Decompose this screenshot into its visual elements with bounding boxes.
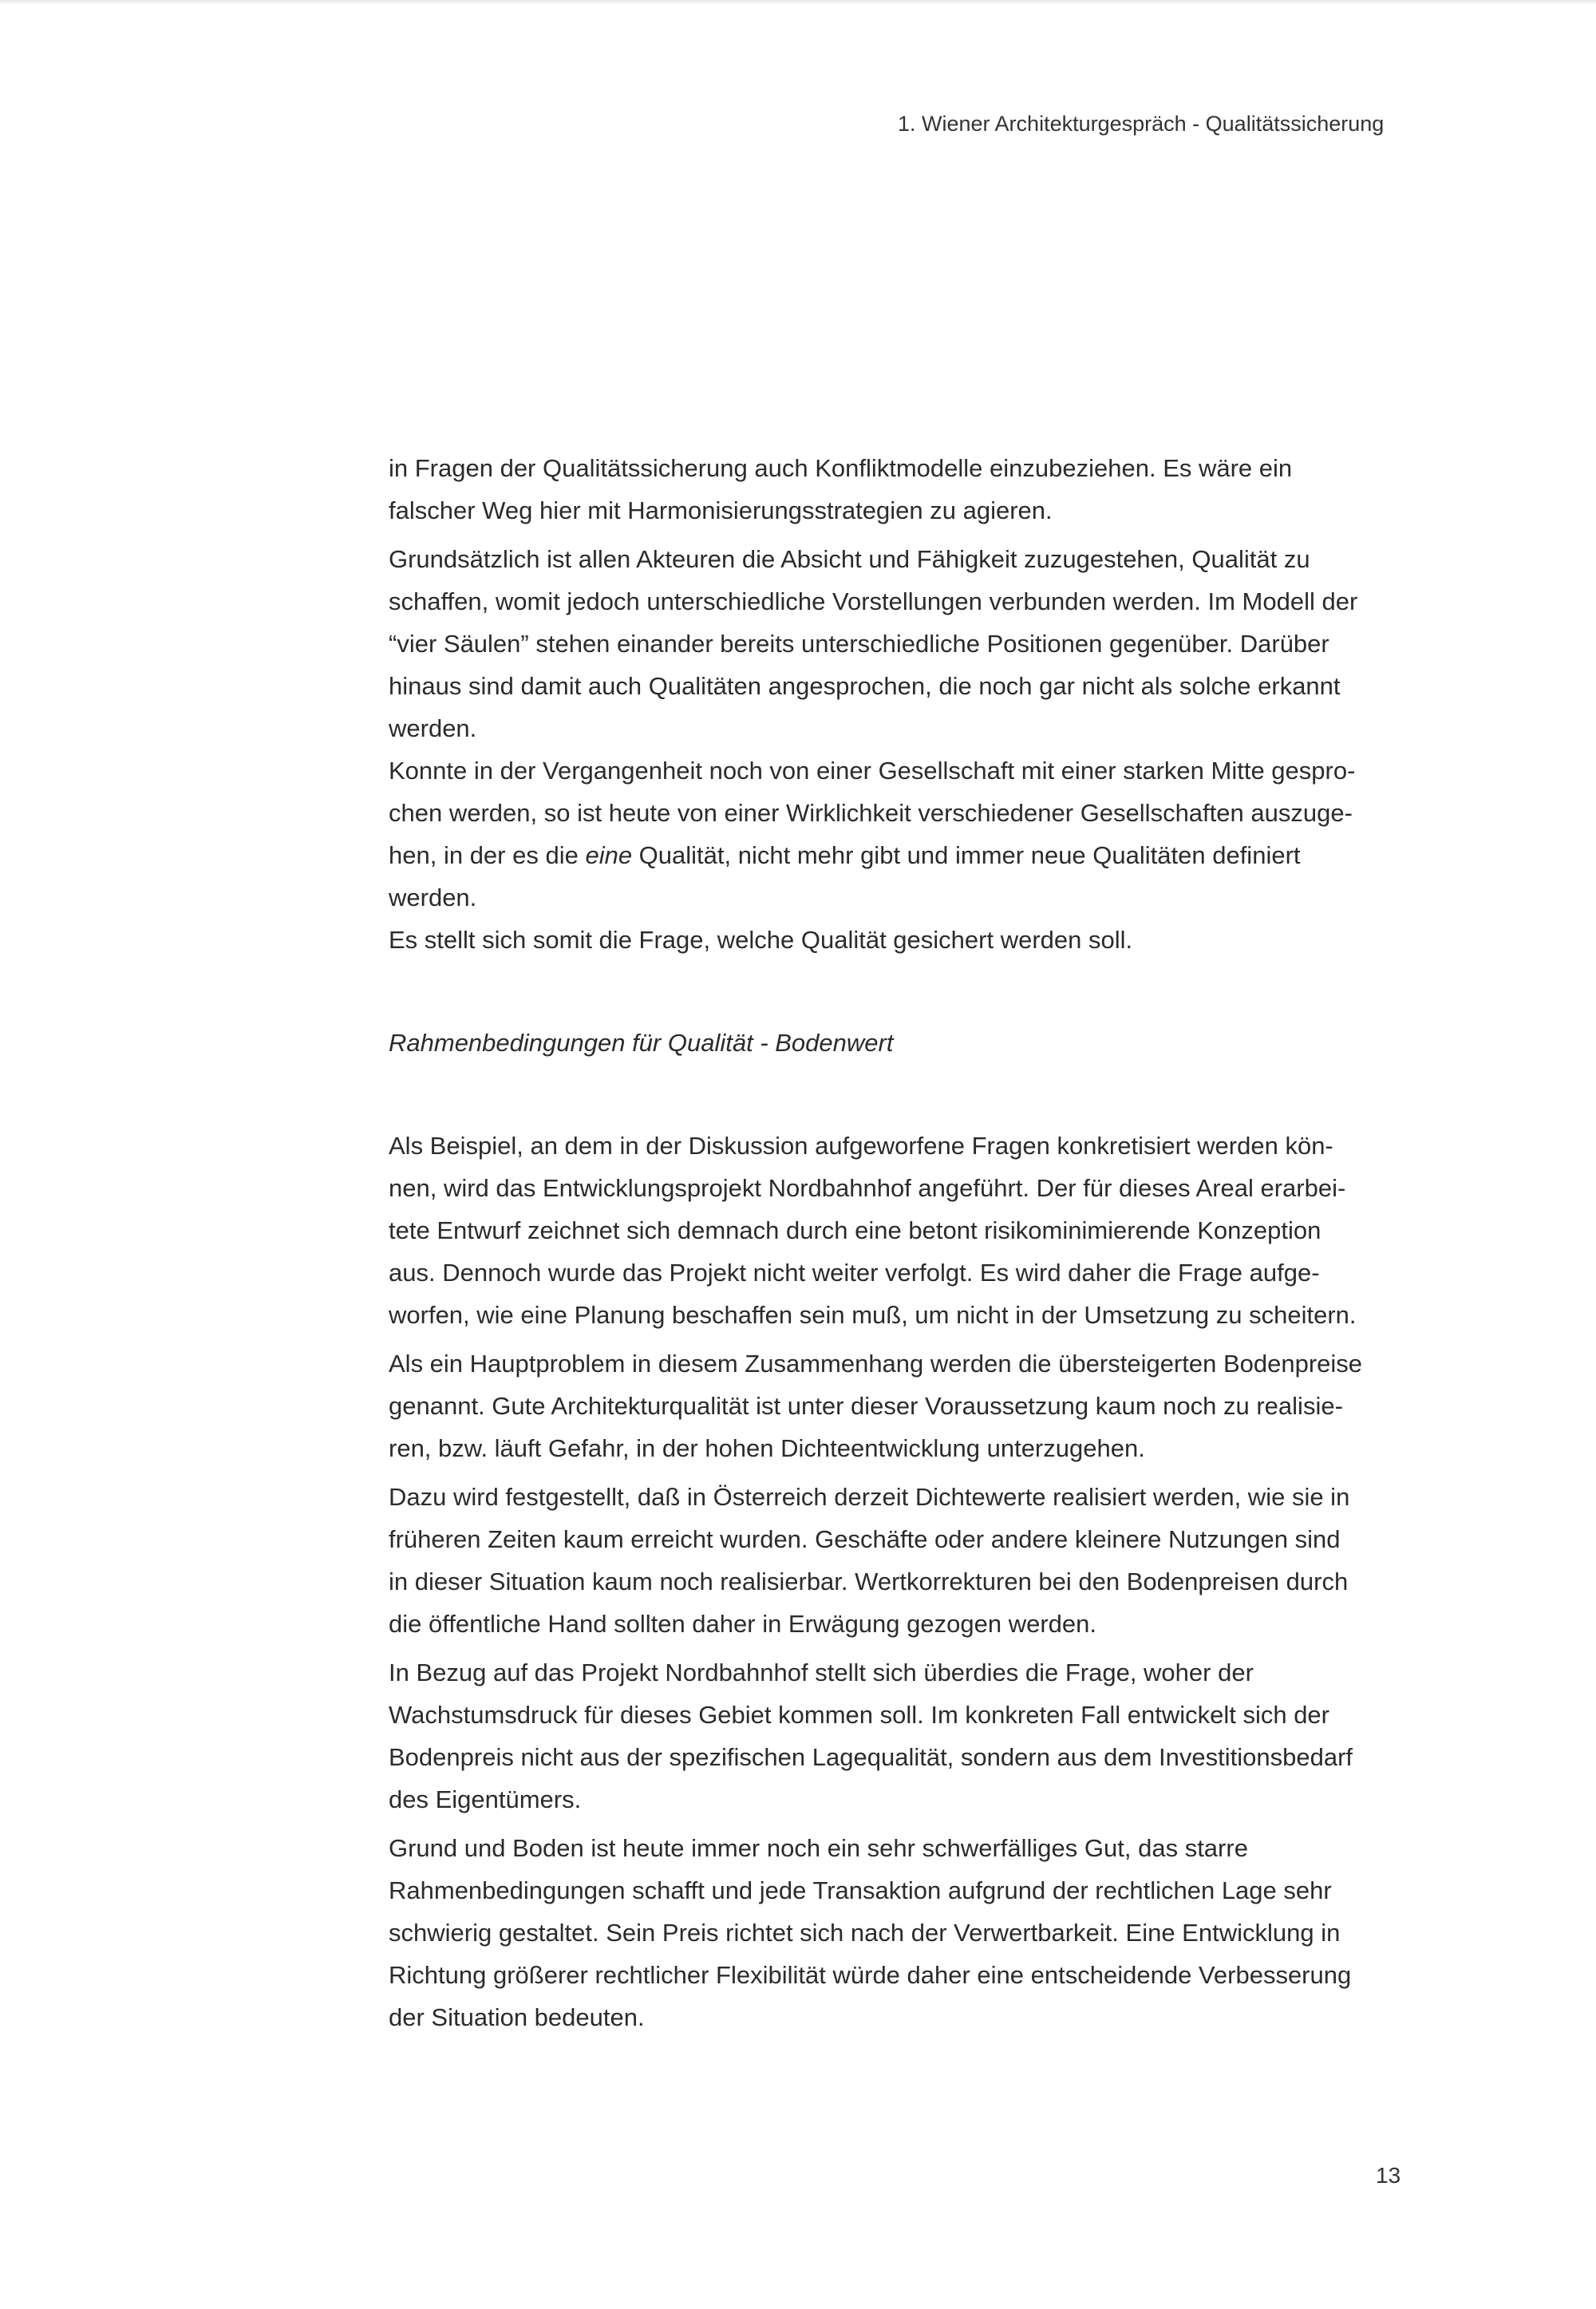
text-line: Rahmenbedingungen schafft und jede Transaktion aufgrund der rechtlichen Lage sehr [389, 1876, 1332, 1904]
paragraph-4 [389, 919, 1406, 961]
text-line: Grund und Boden ist heute immer noch ein sehr schwerfälliges Gut, das starre [389, 1834, 1248, 1862]
text-line: Es stellt sich somit die Frage, welche Qualität gesichert werden soll. [389, 926, 1133, 954]
text-fragment: Qualität, nicht mehr gibt und immer neue Qualitäten definiert [632, 841, 1301, 869]
text-line: falscher Weg hier mit Harmonisierungsstrategien zu agieren. [389, 496, 1053, 524]
paragraph-9 [389, 1827, 1406, 2038]
scan-top-edge [0, 0, 1596, 5]
body-text [389, 447, 1406, 2038]
text-line: Als ein Hauptproblem in diesem Zusammenhang werden die übersteigerten Bodenpreise [389, 1350, 1363, 1378]
text-line: Bodenpreis nicht aus der spezifischen Lagequalität, sondern aus dem Investitionsbedarf [389, 1743, 1353, 1771]
text-line [389, 834, 1406, 876]
paragraph-7 [389, 1476, 1406, 1645]
text-line: Wachstumsdruck für dieses Gebiet kommen soll. Im konkreten Fall entwickelt sich der [389, 1701, 1329, 1729]
text-line: werden. [389, 884, 477, 911]
text-line: Als Beispiel, an dem in der Diskussion aufgeworfene Fragen konkretisiert werden kön- [389, 1132, 1333, 1160]
paragraph-6 [389, 1342, 1406, 1469]
text-line: schaffen, womit jedoch unterschiedliche Vorstellungen verbunden werden. Im Modell der [389, 587, 1358, 615]
text-line: schwierig gestaltet. Sein Preis richtet sich nach der Verwertbarkeit. Eine Entwicklung in [389, 1919, 1341, 1947]
text-line: des Eigentümers. [389, 1785, 582, 1813]
text-line: nen, wird das Entwicklungsprojekt Nordbahnhof angeführt. Der für dieses Areal erarbei- [389, 1174, 1346, 1202]
running-header: 1. Wiener Architekturgespräch - Qualitätssicherung [898, 112, 1385, 136]
text-line: in Fragen der Qualitätssicherung auch Konfliktmodelle einzubeziehen. Es wäre ein [389, 454, 1293, 482]
page-number: 13 [1376, 2163, 1401, 2188]
text-line: In Bezug auf das Projekt Nordbahnhof stellt sich überdies die Frage, woher der [389, 1659, 1254, 1686]
section-subheading: Rahmenbedingungen für Qualität - Bodenwert [389, 1029, 894, 1057]
text-line: aus. Dennoch wurde das Projekt nicht weiter verfolgt. Es wird daher die Frage aufge- [389, 1259, 1320, 1287]
text-line: ren, bzw. läuft Gefahr, in der hohen Dichteentwicklung unterzugehen. [389, 1434, 1145, 1462]
text-line: genannt. Gute Architekturqualität ist unter dieser Voraussetzung kaum noch zu realisie- [389, 1392, 1343, 1420]
text-fragment: hen, in der es die [389, 841, 586, 869]
text-line: die öffentliche Hand sollten daher in Erwägung gezogen werden. [389, 1610, 1096, 1638]
text-line: chen werden, so ist heute von einer Wirklichkeit verschiedener Gesellschaften auszuge- [389, 799, 1353, 827]
text-line: der Situation bedeuten. [389, 2003, 645, 2031]
emphasis: eine [585, 841, 633, 869]
text-line: werden. [389, 714, 477, 742]
paragraph-8 [389, 1651, 1406, 1821]
text-line: Dazu wird festgestellt, daß in Österreich derzeit Dichtewerte realisiert werden, wie sie in [389, 1483, 1350, 1511]
text-line: Richtung größerer rechtlicher Flexibilität würde daher eine entscheidende Verbesserung [389, 1961, 1352, 1989]
paragraph-3 [389, 749, 1406, 919]
text-line: “vier Säulen” stehen einander bereits unterschiedliche Positionen gegenüber. Darüber [389, 630, 1329, 658]
text-line: früheren Zeiten kaum erreicht wurden. Geschäfte oder andere kleinere Nutzungen sind [389, 1525, 1341, 1553]
text-line: hinaus sind damit auch Qualitäten angesprochen, die noch gar nicht als solche erkannt [389, 672, 1341, 700]
paragraph-2 [389, 538, 1406, 749]
text-line: tete Entwurf zeichnet sich demnach durch eine betont risikominimierende Konzeption [389, 1216, 1321, 1244]
text-line: worfen, wie eine Planung beschaffen sein muß, um nicht in der Umsetzung zu scheitern. [389, 1301, 1357, 1329]
text-line: Konnte in der Vergangenheit noch von einer Gesellschaft mit einer starken Mitte gespro- [389, 757, 1356, 785]
paragraph-5 [389, 1125, 1406, 1336]
text-line: in dieser Situation kaum noch realisierbar. Wertkorrekturen bei den Bodenpreisen durch [389, 1568, 1349, 1595]
text-line: Grundsätzlich ist allen Akteuren die Absicht und Fähigkeit zuzugestehen, Qualität zu [389, 545, 1310, 573]
paragraph-1 [389, 447, 1406, 532]
